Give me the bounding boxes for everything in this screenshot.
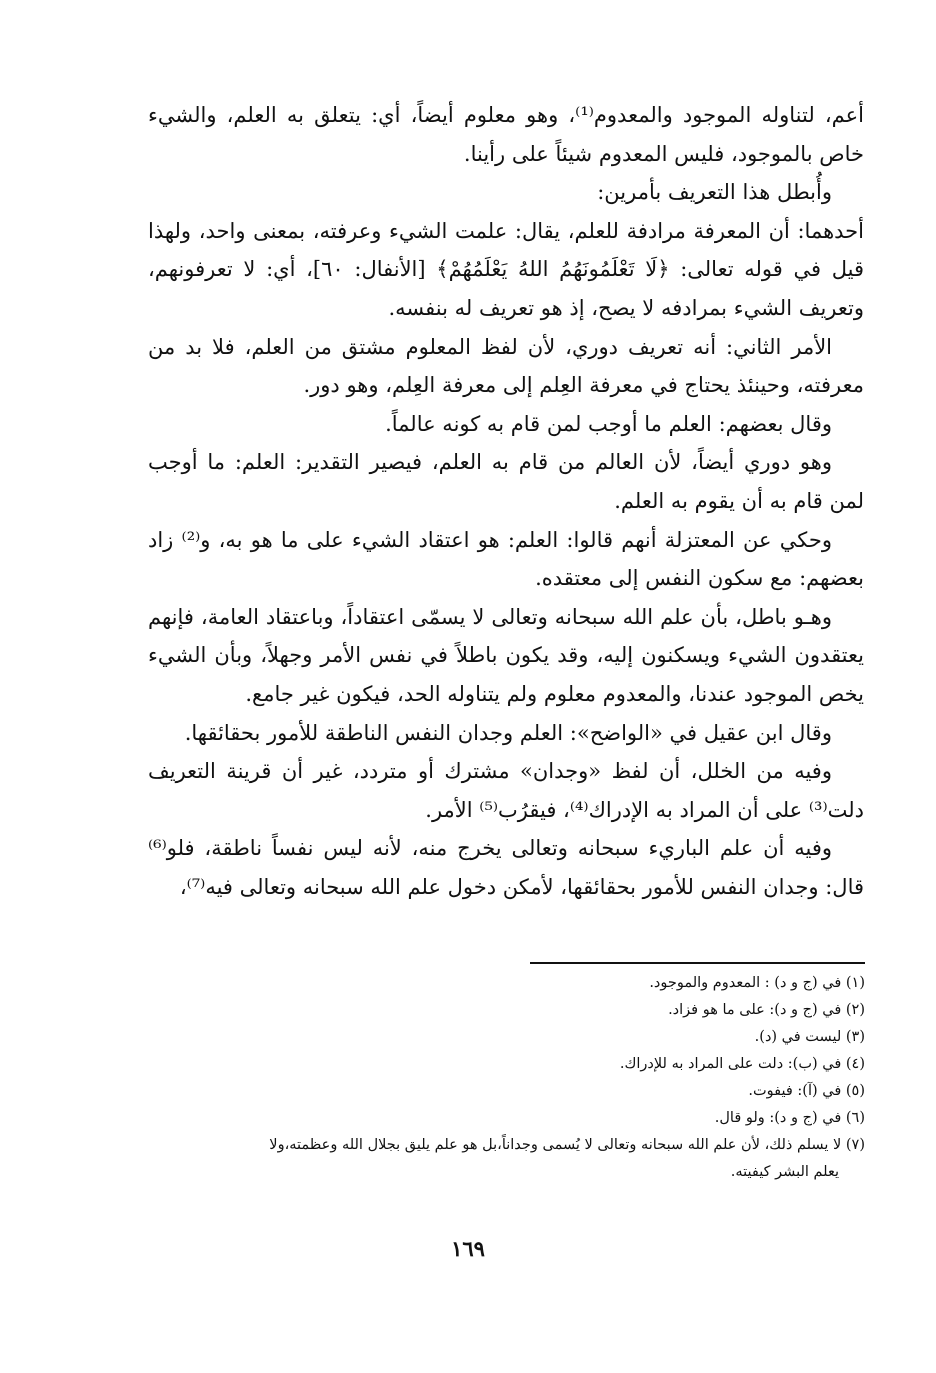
footnote-continuation: يعلم البشر كيفيته. [730, 1164, 839, 1180]
footnote: (٢) في (ج و د): على ما هو فزاد. [668, 1002, 865, 1018]
paragraph: وفيه من الخلل، أن لفظ «وجدان» مشترك أو متردد، غير أن قرينة التعريف دلت⁽³⁾ على أن المراد به الإدراك⁽⁴⁾، فيقرُب⁽⁵⁾ الأمر. [148, 759, 864, 822]
footnote: (٤) في (ب): دلت على المراد به للإدراك. [619, 1056, 865, 1072]
paragraph: أحدهما: أن المعرفة مرادفة للعلم، يقال: علمت الشيء وعرفته، بمعنى واحد، ولهذا قيل في قوله تعالى: ﴿لَا تَعْلَمُونَهُمُ اللهُ يَعْلَمُهُمْ﴾ [الأنفال: ٦٠]، أي: لا تعرفونهم، وتعريف الشيء بمرادفه لا يصح، إذ هو تعريف له بنفسه. [148, 218, 864, 320]
footnote: (٣) ليست في (د). [754, 1029, 865, 1045]
footnote: (١) في (ج و د) : المعدوم والموجود. [649, 975, 865, 991]
main-text [148, 96, 864, 906]
footnote: (٥) في (آ): فيفوت. [748, 1083, 865, 1099]
footnote-divider [530, 962, 865, 964]
page-number: ١٦٩ [451, 1236, 485, 1261]
paragraph: وقال ابن عقيل في «الواضح»: العلم وجدان النفس الناطقة للأمور بحقائقها. [184, 720, 832, 745]
paragraph: وهو دوري أيضاً، لأن العالم من قام به العلم، فيصير التقدير: العلم: ما أوجب لمن قام به أن يقوم به العلم. [148, 450, 864, 513]
paragraph: وفيه أن علم الباريء سبحانه وتعالى يخرج منه، لأنه ليس نفساً ناطقة، فلو⁽⁶⁾ قال: وجدان النفس للأمور بحقائقها، لأمكن دخول علم الله سبحانه وتعالى فيه⁽⁷⁾، [148, 836, 864, 899]
paragraph: الأمر الثاني: أنه تعريف دوري، لأن لفظ المعلوم مشتق من العلم، فلا بد من معرفته، وحينئذ يحتاج في معرفة العِلم إلى معرفة العِلم، وهو دور. [148, 334, 864, 398]
footnotes [155, 970, 865, 1186]
paragraph: وقال بعضهم: العلم ما أوجب لمن قام به كونه عالماً. [385, 411, 832, 436]
footnote: (٧) لا يسلم ذلك، لأن علم الله سبحانه وتعالى لا يُسمى وجداناً،بل هو علم يليق بجلال الله وعظمته،ولا [269, 1137, 865, 1153]
paragraph: وحكي عن المعتزلة أنهم قالوا: العلم: هو اعتقاد الشيء على ما هو به، و⁽²⁾ زاد بعضهم: مع سكون النفس إلى معتقده. [148, 527, 864, 591]
paragraph: أعم، لتناوله الموجود والمعدوم⁽¹⁾، وهو معلوم أيضاً، أي: يتعلق به العلم، والشيء خاص بالموجود، فليس المعدوم شيئاً على رأينا. [148, 103, 864, 166]
footnote: (٦) في (ج و د): ولو قال. [714, 1110, 865, 1126]
paragraph: وهـو باطل، بأن علم الله سبحانه وتعالى لا يسمّى اعتقاداً، وباعتقاد العامة، فإنهم يعتقدون الشيء ويسكنون إليه، وقد يكون باطلاً في نفس الأمر وجهلاً، وبأن الشيء يخص الموجود عندنا، والمعدوم معلوم ولم يتناوله الحد، فيكون غير جامع. [148, 604, 864, 706]
paragraph: وأُبطل هذا التعريف بأمرين: [597, 180, 832, 205]
